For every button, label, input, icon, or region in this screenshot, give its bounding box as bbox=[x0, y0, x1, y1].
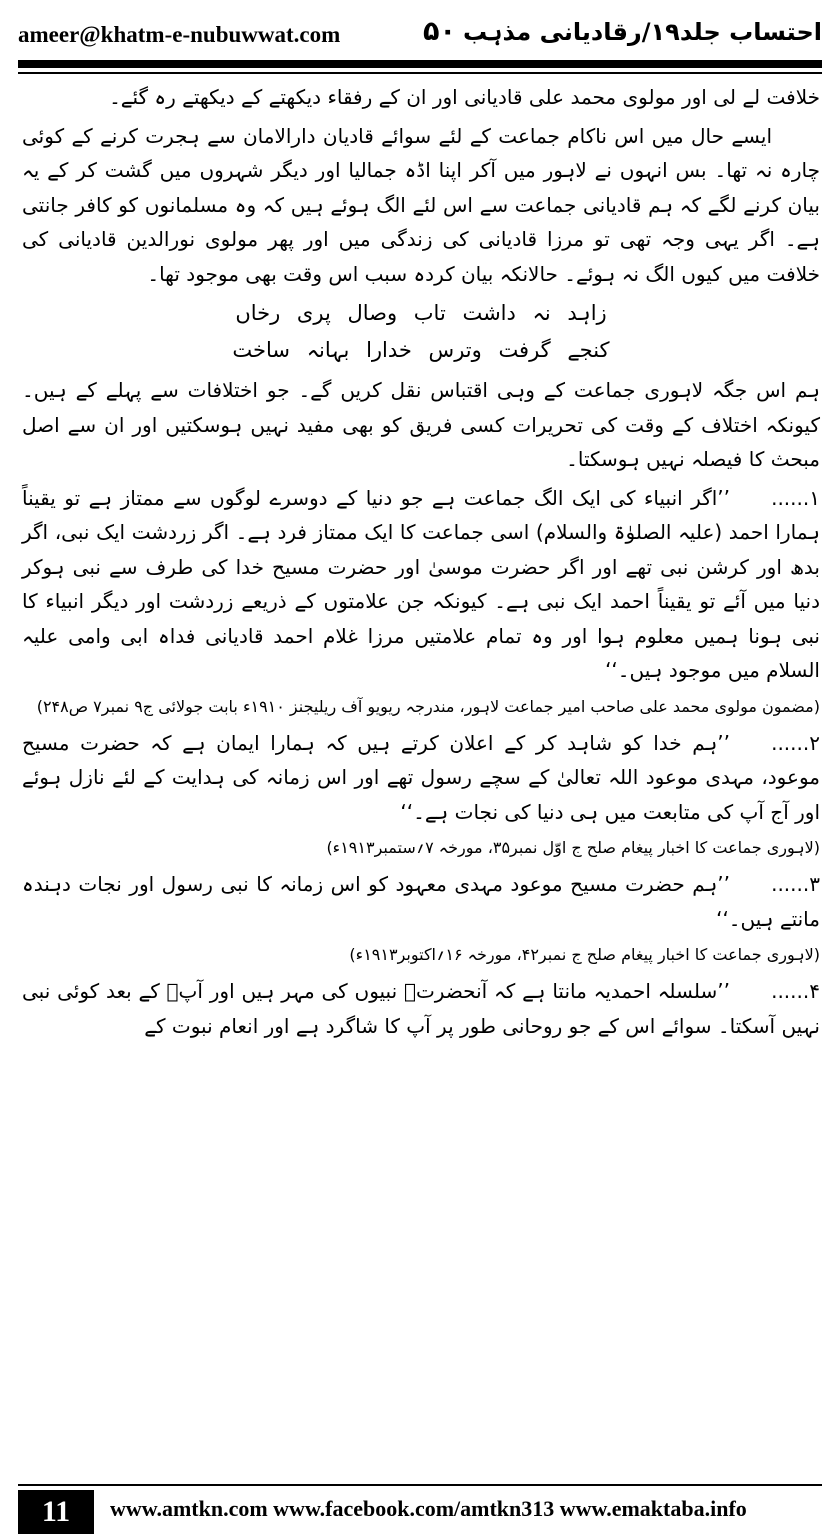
quote-1-text: ’’اگر انبیاء کی ایک الگ جماعت ہے جو دنیا کے دوسرے لوگوں سے ممتاز ہے تو یقیناً ہمارا احمد (علیہ الصلوٰۃ والسلام) اسی جماعت کا ایک ممتاز فرد ہے۔ اگر زردشت ایک نبی، اگر بدھ اور کرشن نبی تھے اور اگر حضرت موسیٰ اور حضرت مسیح خدا کی طرف سے نبی ہوکر دنیا میں آئے تو یقیناً احمد ایک نبی ہے۔ کیونکہ جن علامتوں کے ذریعے زردشت اور دیگر انبیاء کا نبی ہونا ہمیں معلوم ہوا اور وہ تمام علامتیں مرزا غلام احمد قادیانی فداہ ابی وامی علیہ السلام میں موجود ہیں۔‘‘ bbox=[22, 485, 820, 682]
page-header bbox=[18, 12, 822, 56]
paragraph-3: ہم اس جگہ لاہوری جماعت کے وہی اقتباس نقل کریں گے۔ جو اختلافات سے پہلے کے ہیں۔ کیونکہ اختلاف کے وقت کی تحریرات کسی فریق کو بھی مفید نہیں ہوسکتیں اور ان سے اصل مبحث کا فیصلہ نہیں ہوسکتا۔ bbox=[22, 378, 820, 471]
header-rule-thin bbox=[18, 72, 822, 74]
poem-line-1: زاہد نہ داشت تاب وصال پری رخاں bbox=[235, 301, 607, 325]
header-rule-thick bbox=[18, 60, 822, 68]
quote-1 bbox=[22, 481, 820, 688]
quote-1-number: ۱...... bbox=[771, 485, 820, 510]
poem bbox=[22, 295, 820, 369]
footer-urls: www.amtkn.com www.facebook.com/amtkn313 www.emaktaba.info bbox=[110, 1496, 747, 1521]
quote-3-number: ۳...... bbox=[771, 872, 820, 896]
quote-4 bbox=[22, 974, 820, 1043]
paragraph-1: خلافت لے لی اور مولوی محمد علی قادیانی اور ان کے رفقاء دیکھتے کے دیکھتے رہ گئے۔ bbox=[109, 85, 820, 109]
quote-2 bbox=[22, 726, 820, 830]
quote-3-text: ’’ہم حضرت مسیح موعود مہدی معہود کو اس زمانہ کا نبی رسول اور نجات دہندہ مانتے ہیں۔‘‘ bbox=[22, 872, 820, 931]
page-body bbox=[22, 80, 820, 1448]
footer-number-box: 11 bbox=[18, 1490, 94, 1534]
book-title: احتساب جلد۱۹/رقادیانی مذہب bbox=[463, 18, 822, 46]
quote-2-number: ۲...... bbox=[771, 730, 820, 755]
quote-2-text: ’’ہم خدا کو شاہد کر کے اعلان کرتے ہیں کہ ہمارا ایمان ہے کہ حضرت مسیح موعود، مہدی موعود اللہ تعالیٰ کے سچے رسول تھے اور اس زمانہ کی ہدایت کے لئے نازل ہوئے اور آج آپ کی متابعت میں ہی دنیا کی نجات ہے۔‘‘ bbox=[22, 730, 820, 824]
quote-2-citation: (لاہوری جماعت کا اخبار پیغام صلح ج اوّل نمبر۳۵، مورخہ ۷؍ستمبر۱۹۱۳ء) bbox=[326, 838, 820, 857]
quote-4-text: ’’سلسلہ احمدیہ مانتا ہے کہ آنحضرتﷺ نبیوں کی مہر ہیں اور آپؐ کے بعد کوئی نبی نہیں آسکتا۔ سوائے اس کے جو روحانی طور پر آپ کا شاگرد ہے اور انعام نبوت کے bbox=[22, 979, 820, 1038]
paragraph-2: ایسے حال میں اس ناکام جماعت کے لئے سوائے قادیان دارالامان سے ہجرت کرنے کے کوئی چارہ نہ تھا۔ بس انہوں نے لاہور میں آکر اپنا اڈہ جمالیا اور دیگر شہروں میں گشت کر کے یہ بیان کرنے لگے کہ ہم قادیانی جماعت سے اس لئے الگ ہوئے ہیں کہ وہ مسلمانوں کو کافر جانتی ہے۔ اگر یہی وجہ تھی تو مرزا قادیانی کی زندگی میں اور پھر مولوی نورالدین قادیانی کی خلافت میں کیوں الگ نہ ہوئے۔ حالانکہ بیان کردہ سبب اس وقت بھی موجود تھا۔ bbox=[22, 123, 820, 286]
quote-3 bbox=[22, 867, 820, 936]
page-number: ۵۰ bbox=[423, 16, 456, 47]
header-email: ameer@khatm-e-nubuwwat.com bbox=[18, 22, 341, 47]
footer-rule-top bbox=[18, 1484, 822, 1486]
poem-line-2: کنجے گرفت وترس خدارا بہانہ ساخت bbox=[232, 338, 610, 362]
quote-1-citation: (مضمون مولوی محمد علی صاحب امیر جماعت لاہور، مندرجہ ریویو آف ریلیجنز ۱۹۱۰ء بابت جولائی ج۹ نمبر۷ ص۲۴۸) bbox=[36, 696, 820, 716]
quote-4-number: ۴...... bbox=[771, 979, 820, 1003]
quote-3-citation: (لاہوری جماعت کا اخبار پیغام صلح ج نمبر۴۲، مورخہ ۱۶؍اکتوبر۱۹۱۳ء) bbox=[349, 945, 820, 964]
